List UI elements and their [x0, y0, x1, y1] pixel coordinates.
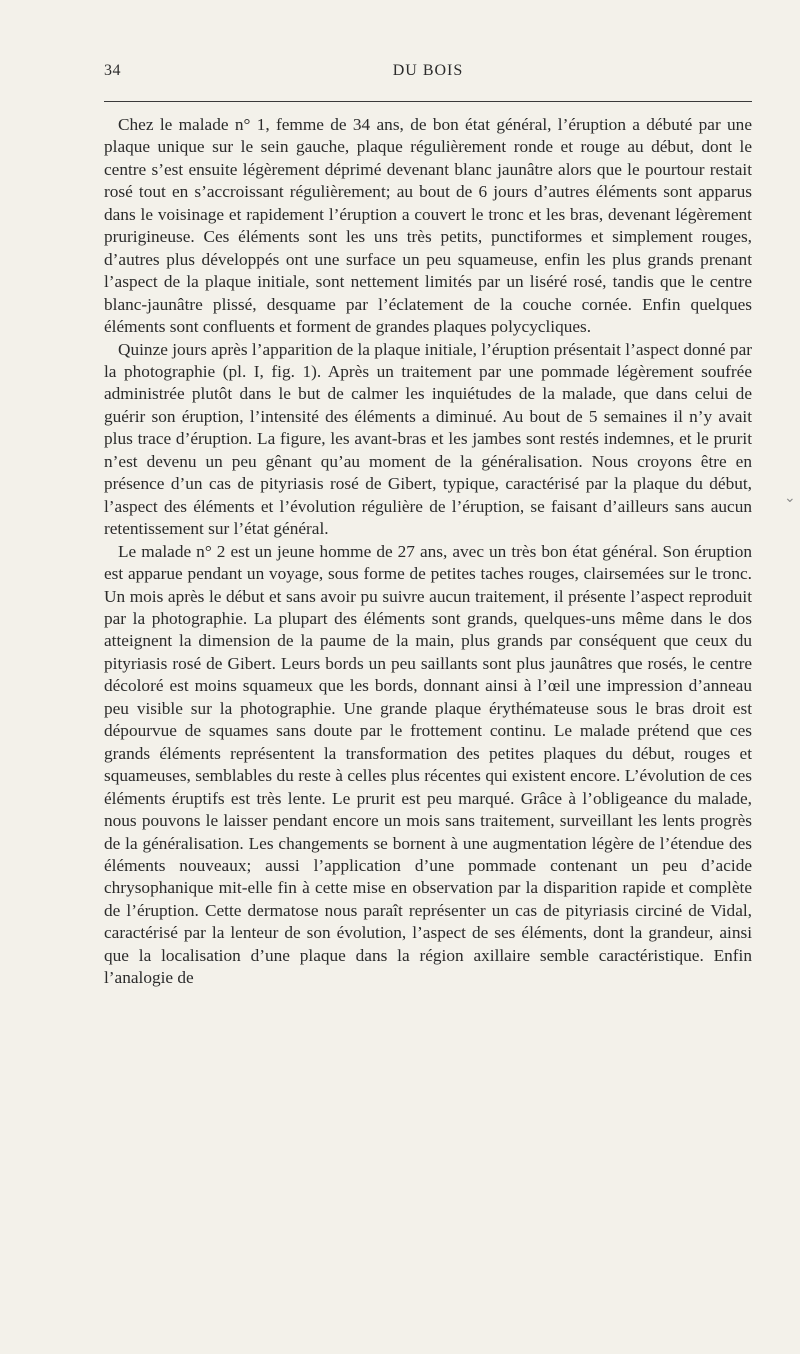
running-title: DU BOIS	[392, 62, 464, 79]
margin-pencil-mark: ⌄	[784, 491, 796, 506]
page-number: 34	[104, 62, 121, 79]
header-rule	[104, 101, 752, 102]
body-text	[104, 114, 752, 990]
paragraph-malade-1: Chez le malade n° 1, femme de 34 ans, de bon état général, l’éruption a débuté par une plaque unique sur le sein gauche, plaque régulièrement ronde et rouge au début, dont le centre s’est ensuite légèrement déprimé devenant blanc jaunâtre alors que le pourtour restait rosé tout en s’accroissant régulièrement; au bout de 6 jours d’autres éléments sont apparus dans le voisinage et rapidement l’éruption a couvert le tronc et les bras, devenant légèrement prurigineuse. Ces éléments sont les uns très petits, punctiformes et simplement rouges, d’autres plus développés ont une surface un peu squameuse, enfin les plus grands prenant l’aspect de la plaque initiale, sont nettement limités par un liséré rosé, tandis que le centre blanc-jaunâtre plissé, desquame par l’éclatement de la couche cornée. Enfin quelques éléments sont confluents et forment de grandes plaques polycycliques.	[104, 115, 752, 337]
paragraph-malade-2: Le malade n° 2 est un jeune homme de 27 ans, avec un très bon état général. Son éruption est apparue pendant un voyage, sous forme de petites taches rouges, clairsemées sur le tronc. Un mois après le début et sans avoir pu suivre aucun traitement, il présente l’aspect reproduit par la photographie. La plupart des éléments sont grands, quelques-uns même dans le dos atteignent la dimension de la paume de la main, plus grands par conséquent que ceux du pityriasis rosé de Gibert. Leurs bords un peu saillants sont plus jaunâtres que rosés, le centre décoloré est moins squameux que les bords, donnant ainsi à l’œil une impression d’anneau peu visible sur la photographie. Une grande plaque érythémateuse sous le bras droit est dépourvue de squames sans doute par le frottement continu. Le malade prétend que ces grands éléments représentent la transformation des petites plaques du début, rouges et squameuses, semblables du reste à celles plus récentes qui existent encore. L’évolution de ces éléments éruptifs est très lente. Le prurit est peu marqué. Grâce à l’obligeance du malade, nous pouvons le laisser pendant encore un mois sans traitement, surveillant les lents progrès de la généralisation. Les changements se bornent à une augmentation légère de l’étendue des éléments nouveaux; aussi l’application d’une pommade contenant un peu d’acide chrysophanique mit-elle fin à cette mise en observation par la disparition rapide et complète de l’éruption. Cette dermatose nous paraît représenter un cas de pityriasis circiné de Vidal, caractérisé par la lenteur de son évolution, l’aspect de ses éléments, dont la grandeur, ainsi que la localisation d’une plaque dans la région axillaire semble caractéristique. Enfin l’analogie de	[104, 541, 752, 988]
paragraph-quinze-jours: Quinze jours après l’apparition de la plaque initiale, l’éruption présentait l’aspect donné par la photographie (pl. I, fig. 1). Après un traitement par une pommade légèrement soufrée administrée plutôt dans le but de calmer les inquiétudes de la malade, que dans celui de guérir son éruption, l’intensité des éléments a diminué. Au bout de 5 semaines il n’y avait plus trace d’éruption. La figure, les avant-bras et les jambes sont restés indemnes, et le prurit n’est devenu un peu gênant qu’au moment de la généralisation. Nous croyons être en présence d’un cas de pityriasis rosé de Gibert, typique, caractérisé par la plaque du début, l’aspect des éléments et l’évolution régulière de l’éruption, se faisant d’ailleurs sans aucun retentissement sur l’état général.	[104, 339, 752, 539]
page-header	[104, 62, 752, 86]
